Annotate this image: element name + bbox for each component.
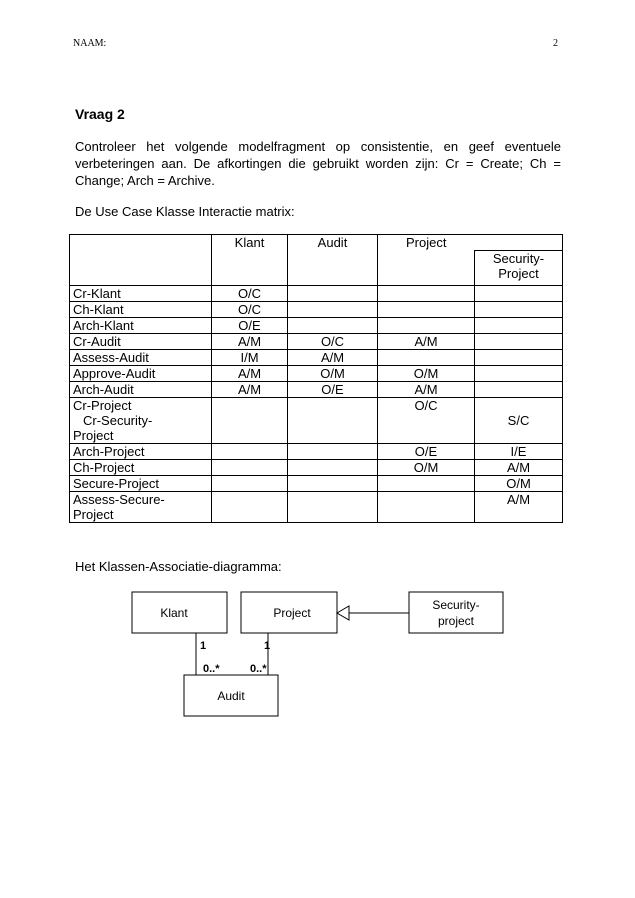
class-association-diagram [120,585,520,725]
row-usecase-name [70,475,212,491]
usecase-name-text: Arch-Klant [73,317,134,333]
cell-project [378,285,475,301]
multiplicity-project-bottom: 0..* [250,663,267,675]
cell-security-project [475,285,563,301]
row-usecase-name [70,285,212,301]
multiplicity-project-top: 1 [264,640,271,652]
usecase-name-text: Arch-Project [73,443,145,459]
multiplicity-klant-bottom: 0..* [203,663,220,675]
matrix-corner-cell [70,235,212,286]
cell-klant [212,475,288,491]
row-usecase-name [70,397,212,443]
cell-security-project: I/E [475,443,563,459]
audit-label: Audit [217,689,245,703]
cell-audit: O/M [288,365,378,381]
row-usecase-name [70,381,212,397]
matrix-label: De Use Case Klasse Interactie matrix: [75,204,295,219]
cell-klant: O/E [212,317,288,333]
cell-klant: A/M [212,381,288,397]
usecase-sub-name: Cr-Security- [83,412,153,428]
cell-security-project [475,349,563,365]
row-usecase-name [70,349,212,365]
cell-audit [288,301,378,317]
table-row [70,301,563,317]
usecase-name-text: Cr-Project [73,397,132,413]
cell-klant: I/M [212,349,288,365]
security-project-label-line2: project [437,614,475,628]
cell-klant [212,491,288,522]
cell-project [378,349,475,365]
cell-security-project [475,333,563,349]
cell-audit [288,491,378,522]
table-row [70,397,563,443]
cell-security-project: A/M [475,459,563,475]
matrix-header-row [70,235,563,251]
usecase-name-text: Assess-Audit [73,349,149,365]
cell-project: O/M [378,459,475,475]
cell-security-project: A/M [475,491,563,522]
cell-klant: O/C [212,285,288,301]
col-header-security-line1: Security- [492,251,545,266]
diagram-label: Het Klassen-Associatie-diagramma: [75,559,282,574]
row-usecase-name [70,301,212,317]
cell-project [378,491,475,522]
cell-security-project: O/M [475,475,563,491]
table-row [70,317,563,333]
usecase-name-text: Ch-Project [73,459,135,475]
question-intro: Controleer het volgende modelfragment op consistentie, en geef eventuele verbeteringen aan. De afkortingen die gebruikt worden zijn: Cr = Create; Ch = Change; Arch = Archive. [75,139,561,188]
col-header-security-project [475,251,563,286]
cell-project: A/M [378,381,475,397]
cell-klant [212,397,288,443]
row-usecase-name [70,459,212,475]
security-project-label-line1: Security- [432,598,480,612]
usecase-name-text-line2: Project [73,506,114,522]
row-usecase-name [70,443,212,459]
row-usecase-name [70,365,212,381]
cell-project: A/M [378,333,475,349]
cell-security-project [475,317,563,333]
cell-project [378,475,475,491]
col-header-project: Project [378,235,563,251]
cell-security-project: S/C [475,397,563,443]
usecase-name-text: Arch-Audit [73,381,134,397]
header-name-label: NAAM: [73,38,107,49]
table-row [70,333,563,349]
cell-security-project [475,381,563,397]
table-row [70,285,563,301]
cell-audit [288,285,378,301]
usecase-name-text: Cr-Klant [73,285,121,301]
usecase-name-text: Secure-Project [73,475,159,491]
cell-project [378,317,475,333]
table-row [70,491,563,522]
cell-audit [288,475,378,491]
usecase-name-text: Cr-Audit [73,333,121,349]
klant-label: Klant [160,606,188,620]
multiplicity-klant-top: 1 [200,640,207,652]
col-header-audit: Audit [288,235,378,286]
cell-audit: A/M [288,349,378,365]
cell-project: O/C [378,397,475,443]
cell-security-project [475,365,563,381]
cell-klant: A/M [212,333,288,349]
table-row [70,349,563,365]
row-usecase-name [70,317,212,333]
table-row [70,381,563,397]
cell-project [378,301,475,317]
table-row [70,475,563,491]
page-number: 2 [553,38,558,49]
project-label: Project [273,606,311,620]
cell-klant: A/M [212,365,288,381]
cell-audit [288,443,378,459]
cell-audit [288,397,378,443]
col-header-project-blank [378,251,475,286]
usecase-name-text: Ch-Klant [73,301,124,317]
table-row [70,443,563,459]
col-header-security-line2: Project [498,266,539,281]
cell-audit [288,459,378,475]
interaction-matrix [69,234,563,523]
cell-audit [288,317,378,333]
cell-project: O/M [378,365,475,381]
cell-klant [212,459,288,475]
usecase-name-text: Assess-Secure- [73,491,165,507]
table-row [70,365,563,381]
cell-security-project [475,301,563,317]
cell-audit: O/E [288,381,378,397]
cell-audit: O/C [288,333,378,349]
question-title: Vraag 2 [75,106,125,122]
row-usecase-name [70,333,212,349]
usecase-name-text: Approve-Audit [73,365,156,381]
inheritance-arrowhead [337,606,349,620]
table-row [70,459,563,475]
row-usecase-name [70,491,212,522]
col-header-klant: Klant [212,235,288,286]
usecase-sub-name-line2: Project [73,427,114,443]
cell-klant [212,443,288,459]
cell-klant: O/C [212,301,288,317]
cell-project: O/E [378,443,475,459]
